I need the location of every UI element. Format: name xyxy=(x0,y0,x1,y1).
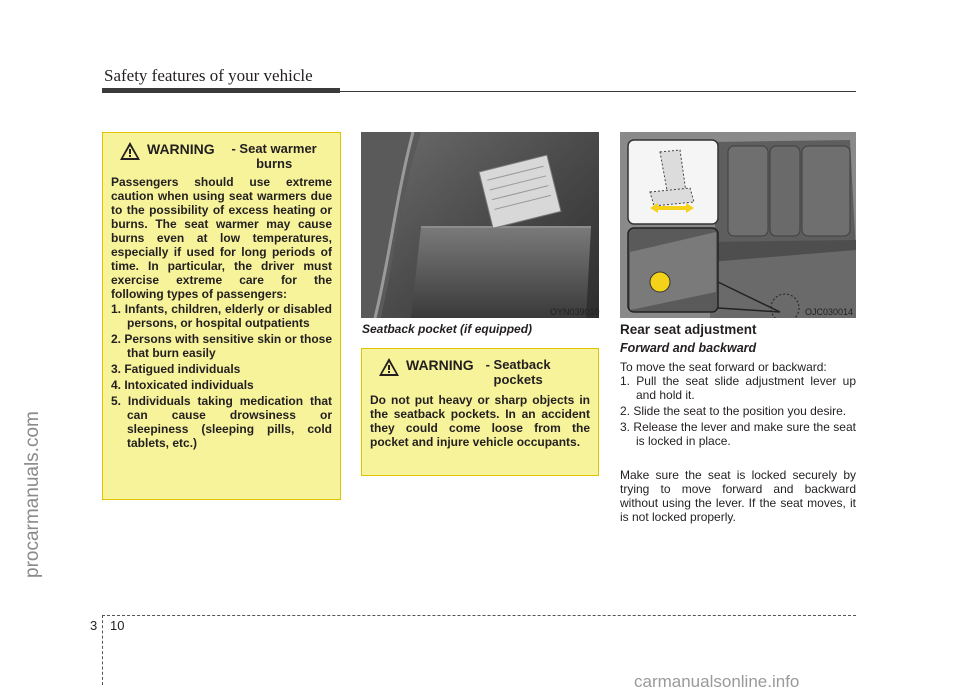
section-title: Rear seat adjustment xyxy=(620,322,757,337)
side-watermark: procarmanuals.com xyxy=(22,411,43,578)
rear-seat-illustration xyxy=(620,132,856,318)
image-code: OYN039010 xyxy=(550,307,600,317)
step-item: 3. Release the lever and make sure the seat is locked in place. xyxy=(620,420,856,448)
image-caption: Seatback pocket (if equipped) xyxy=(362,322,533,336)
header-title: Safety features of your vehicle xyxy=(104,66,313,85)
warning-title: - Seat warmer burns xyxy=(231,141,317,171)
seatback-pocket-image xyxy=(361,132,599,318)
header-bar xyxy=(102,88,340,93)
warning-triangle-icon xyxy=(378,357,400,377)
warning-seat-warmer xyxy=(102,132,341,500)
warning-word: WARNING xyxy=(147,141,215,157)
rear-seat-image xyxy=(620,132,856,318)
section-intro: To move the seat forward or backward: xyxy=(620,360,827,374)
image-code: OJC030014 xyxy=(805,307,854,317)
seatback-pocket-illustration xyxy=(361,132,599,318)
warning-intro: Passengers should use extreme caution when using seat warmers due to the possibility of excess heating or burns. The seat warmer may cause burns even at low temperatures, especially if used for long periods of time. In particular, the driver must exercise extreme care for the following types of passengers: xyxy=(111,175,332,301)
bottom-watermark: carmanualsonline.info xyxy=(634,672,800,691)
warning-word: WARNING xyxy=(406,357,474,373)
warning-list-item: 2. Persons with sensitive skin or those that burn easily xyxy=(111,332,332,360)
step-item: 1. Pull the seat slide adjustment lever up and hold it. xyxy=(620,374,856,402)
header-rule xyxy=(340,91,856,92)
warning-body: Do not put heavy or sharp objects in the seatback pockets. In an accident they could come loose from the pocket and injure vehicle occupants. xyxy=(370,393,590,449)
adjustment-steps xyxy=(620,374,856,448)
warning-list-item: 4. Intoxicated individuals xyxy=(111,378,254,392)
warning-list-item: 3. Fatigued individuals xyxy=(111,362,241,376)
step-item: 2. Slide the seat to the position you desire. xyxy=(620,404,847,418)
warning-list-item: 5. Individuals taking medication that can cause drowsiness or sleepiness (sleeping pills, cold tablets, etc.) xyxy=(111,394,332,450)
warning-title: - Seatback pockets xyxy=(485,357,551,387)
warning-triangle-icon xyxy=(119,141,141,161)
page-number: 10 xyxy=(110,618,125,633)
warning-seatback-pockets xyxy=(361,348,599,476)
warning-heading xyxy=(370,357,590,387)
warning-heading xyxy=(111,141,332,171)
footer-rule xyxy=(102,615,856,616)
section-note: Make sure the seat is locked securely by trying to move forward and backward without using the lever. If the seat moves, it is not locked properly. xyxy=(620,468,856,524)
footer-divider xyxy=(102,615,103,685)
chapter-number: 3 xyxy=(90,618,98,633)
warning-list-item: 1. Infants, children, elderly or disabled persons, or hospital outpatients xyxy=(111,302,332,330)
section-subtitle: Forward and backward xyxy=(620,341,757,355)
warning-list xyxy=(111,302,332,450)
